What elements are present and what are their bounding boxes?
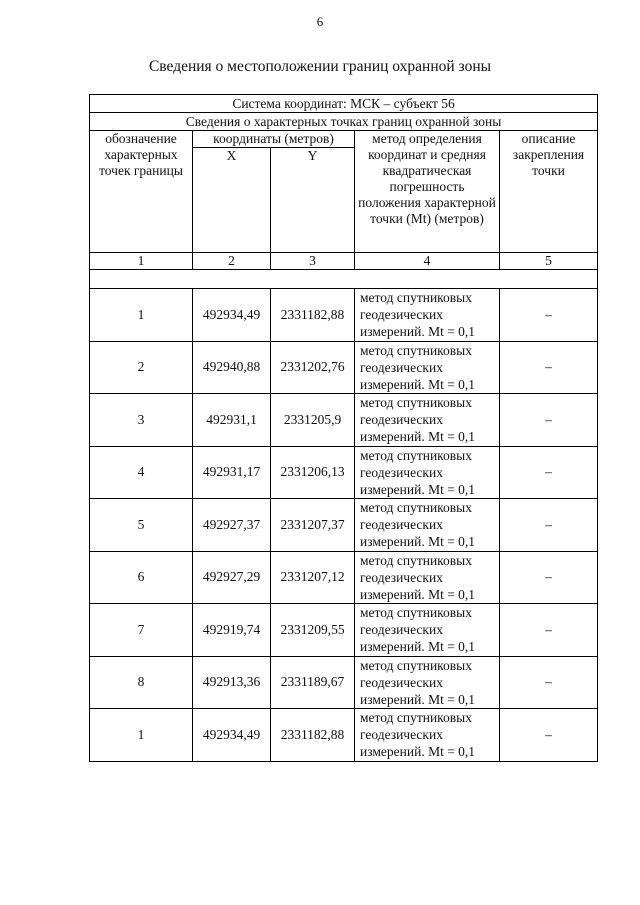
- description-cell: –: [500, 341, 598, 394]
- x-coordinate-cell: 492931,1: [193, 394, 271, 447]
- coordinate-system-cell: Система координат: МСК – субъект 56: [90, 95, 598, 113]
- page-number: 6: [316, 14, 324, 29]
- method-cell: метод спутниковых геодезических измерений. Mt = 0,1: [355, 289, 500, 342]
- y-coordinate-cell: 2331182,88: [271, 289, 355, 342]
- description-cell: –: [500, 709, 598, 762]
- y-coordinate-cell: 2331207,37: [271, 499, 355, 552]
- point-cell: 5: [90, 499, 193, 552]
- x-coordinate-cell: 492931,17: [193, 446, 271, 499]
- method-cell: метод спутниковых геодезических измерений. Mt = 0,1: [355, 604, 500, 657]
- table-row: [90, 656, 598, 709]
- method-cell: метод спутниковых геодезических измерений. Mt = 0,1: [355, 446, 500, 499]
- boundary-points-table: [89, 94, 598, 762]
- header-y: Y: [271, 148, 355, 253]
- y-coordinate-cell: 2331205,9: [271, 394, 355, 447]
- point-cell: 8: [90, 656, 193, 709]
- description-cell: –: [500, 551, 598, 604]
- y-coordinate-cell: 2331202,76: [271, 341, 355, 394]
- x-coordinate-cell: 492919,74: [193, 604, 271, 657]
- table-row: [90, 446, 598, 499]
- y-coordinate-cell: 2331209,55: [271, 604, 355, 657]
- point-cell: 7: [90, 604, 193, 657]
- column-number: 4: [355, 253, 500, 270]
- table-row: [90, 604, 598, 657]
- description-cell: –: [500, 289, 598, 342]
- x-coordinate-cell: 492913,36: [193, 656, 271, 709]
- header-description: описание закрепления точки: [500, 131, 598, 253]
- table-row: [90, 289, 598, 342]
- point-cell: 2: [90, 341, 193, 394]
- point-cell: 1: [90, 709, 193, 762]
- column-number: 1: [90, 253, 193, 270]
- description-cell: –: [500, 394, 598, 447]
- table-row: [90, 709, 598, 762]
- column-number: 2: [193, 253, 271, 270]
- header-point-designation: обозначение характерных точек границы: [90, 131, 193, 253]
- method-cell: метод спутниковых геодезических измерений. Mt = 0,1: [355, 341, 500, 394]
- table-row: [90, 499, 598, 552]
- table-row: [90, 341, 598, 394]
- point-cell: 4: [90, 446, 193, 499]
- column-number: 3: [271, 253, 355, 270]
- x-coordinate-cell: 492934,49: [193, 709, 271, 762]
- point-cell: 3: [90, 394, 193, 447]
- y-coordinate-cell: 2331182,88: [271, 709, 355, 762]
- header-method: метод определения координат и средняя квадратическая погрешность положения характерной точки (Mt) (метров): [355, 131, 500, 253]
- y-coordinate-cell: 2331207,12: [271, 551, 355, 604]
- method-cell: метод спутниковых геодезических измерений. Mt = 0,1: [355, 551, 500, 604]
- description-cell: –: [500, 499, 598, 552]
- document-title: Сведения о местоположении границ охранной зоны: [148, 58, 492, 75]
- y-coordinate-cell: 2331206,13: [271, 446, 355, 499]
- point-cell: 1: [90, 289, 193, 342]
- header-x: X: [193, 148, 271, 253]
- table-row: [90, 394, 598, 447]
- y-coordinate-cell: 2331189,67: [271, 656, 355, 709]
- point-cell: 6: [90, 551, 193, 604]
- description-cell: –: [500, 446, 598, 499]
- column-number: 5: [500, 253, 598, 270]
- description-cell: –: [500, 604, 598, 657]
- header-coordinates: координаты (метров): [193, 131, 355, 148]
- description-cell: –: [500, 656, 598, 709]
- x-coordinate-cell: 492927,37: [193, 499, 271, 552]
- method-cell: метод спутниковых геодезических измерений. Mt = 0,1: [355, 656, 500, 709]
- empty-row: [90, 270, 598, 289]
- table-row: [90, 551, 598, 604]
- section-header-cell: Сведения о характерных точках границ охранной зоны: [90, 113, 598, 131]
- x-coordinate-cell: 492940,88: [193, 341, 271, 394]
- method-cell: метод спутниковых геодезических измерений. Mt = 0,1: [355, 394, 500, 447]
- x-coordinate-cell: 492927,29: [193, 551, 271, 604]
- method-cell: метод спутниковых геодезических измерений. Mt = 0,1: [355, 499, 500, 552]
- method-cell: метод спутниковых геодезических измерений. Mt = 0,1: [355, 709, 500, 762]
- x-coordinate-cell: 492934,49: [193, 289, 271, 342]
